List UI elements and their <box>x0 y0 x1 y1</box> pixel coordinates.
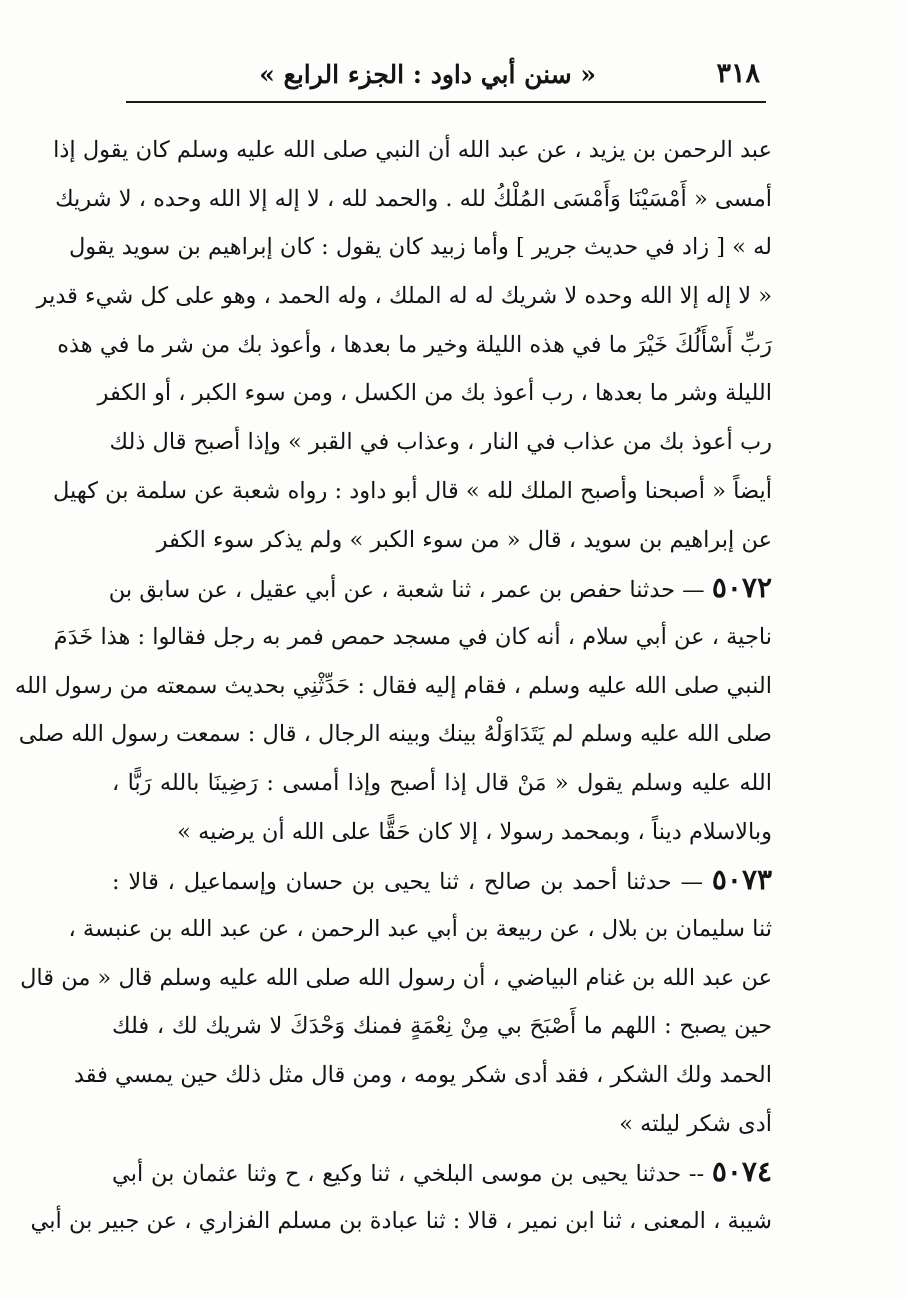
text-line <box>112 808 772 857</box>
text-line <box>112 856 772 905</box>
text-line <box>112 1148 772 1197</box>
header-rule <box>126 101 766 103</box>
text-line <box>53 467 772 516</box>
line-text: الحمد ولك الشكر ، فقد أدى شكر يومه ، ومن قال مثل ذلك حين يمسي فقد <box>73 1062 772 1089</box>
text-line <box>109 418 772 467</box>
line-text: وبالاسلام ديناً ، وبمحمد رسولا ، إلا كان حَقًّا على الله أن يرضيه » <box>177 818 772 845</box>
text-line <box>112 1100 772 1149</box>
text-line <box>73 1051 772 1100</box>
line-text: — حدثنا أحمد بن صالح ، ثنا يحيى بن حسان وإسماعيل ، قالا : <box>112 869 704 896</box>
text-line <box>68 905 772 954</box>
text-line <box>108 564 772 613</box>
text-line <box>55 175 772 224</box>
line-text: أيضاً « أصبحنا وأصبح الملك لله » قال أبو داود : رواه شعبة عن سلمة بن كهيل <box>53 477 772 504</box>
line-text: ناجية ، عن أبي سلام ، أنه كان في مسجد حمص فمر به رجل فقالوا : هذا خَدَمَ <box>53 623 772 650</box>
page-header <box>126 54 766 94</box>
line-text: صلى الله عليه وسلم لم يَتَدَاوَلْهُ بينك وبينه الرجال ، قال : سمعت رسول الله صلى <box>18 721 772 748</box>
line-text: رب أعوذ بك من عذاب في النار ، وعذاب في القبر » وإذا أصبح قال ذلك <box>109 429 772 456</box>
hadith-number: ٥٠٧٤ <box>711 1155 772 1189</box>
line-text: الله عليه وسلم يقول « مَنْ قال إذا أصبح وإذا أمسى : رَضِينَا بالله رَبًّا ، <box>112 769 772 796</box>
text-line <box>18 710 772 759</box>
line-text: ثنا سليمان بن بلال ، عن ربيعة بن أبي عبد الرحمن ، عن عبد الله بن عنبسة ، <box>68 916 772 942</box>
line-text: « لا إله إلا الله وحده لا شريك له له الملك ، وله الحمد ، وهو على كل شيء قدير <box>36 283 772 310</box>
line-text: عبد الرحمن بن يزيد ، عن عبد الله أن النبي صلى الله عليه وسلم كان يقول إذا <box>53 137 772 163</box>
text-line <box>53 126 772 175</box>
text-line <box>112 516 772 565</box>
text-line <box>53 613 772 662</box>
text-line <box>68 223 772 272</box>
line-text: النبي صلى الله عليه وسلم ، فقام إليه فقال : حَدِّثْنِي بحديث سمعته من رسول الله <box>14 672 772 699</box>
text-line <box>112 759 772 808</box>
page-number: ٣١٨ <box>716 58 760 89</box>
line-text: أدى شكر ليلته » <box>619 1110 772 1137</box>
line-text: حين يصبح : اللهم ما أَصْبَحَ بي مِنْ نِعْمَةٍ فمنك وَحْدَكَ لا شريك لك ، فلك <box>112 1013 772 1040</box>
text-line <box>36 272 772 321</box>
body-text <box>14 126 773 1246</box>
line-text: -- حدثنا يحيى بن موسى البلخي ، ثنا وكيع ، ح وثنا عثمان بن أبي <box>112 1161 705 1188</box>
line-text: رَبِّ أَسْأَلُكَ خَيْرَ ما في هذه الليلة وخير ما بعدها ، وأعوذ بك من شر ما في هذه <box>57 331 772 358</box>
line-text: شيبة ، المعنى ، ثنا ابن نمير ، قالا : ثنا عبادة بن مسلم الفزاري ، عن جبير بن أبي <box>30 1208 772 1235</box>
text-line <box>30 1197 772 1246</box>
line-text: عن إبراهيم بن سويد ، قال « من سوء الكبر » ولم يذكر سوء الكفر <box>156 526 772 553</box>
hadith-number: ٥٠٧٢ <box>711 571 772 605</box>
line-text: الليلة وشر ما بعدها ، رب أعوذ بك من الكسل ، ومن سوء الكبر ، أو الكفر <box>97 380 772 407</box>
line-text: له » [ زاد في حديث جرير ] وأما زبيد كان يقول : كان إبراهيم بن سويد يقول <box>68 234 772 261</box>
text-line <box>20 954 772 1003</box>
line-text: — حدثنا حفص بن عمر ، ثنا شعبة ، عن أبي عقيل ، عن سابق بن <box>108 577 705 604</box>
hadith-number: ٥٠٧٣ <box>711 863 773 897</box>
line-text: عن عبد الله بن غنام البياضي ، أن رسول الله صلى الله عليه وسلم قال « من قال <box>20 964 772 991</box>
text-line <box>14 662 772 711</box>
text-line <box>97 369 772 418</box>
text-line <box>112 1002 772 1051</box>
line-text: أمسى « أَمْسَيْنَا وَأَمْسَى المُلْكُ لله . والحمد لله ، لا إله إلا الله وحده ، لا شريك <box>55 185 772 212</box>
running-title: « سنن أبي داود : الجزء الرابع » <box>259 60 596 89</box>
text-line <box>57 321 772 370</box>
